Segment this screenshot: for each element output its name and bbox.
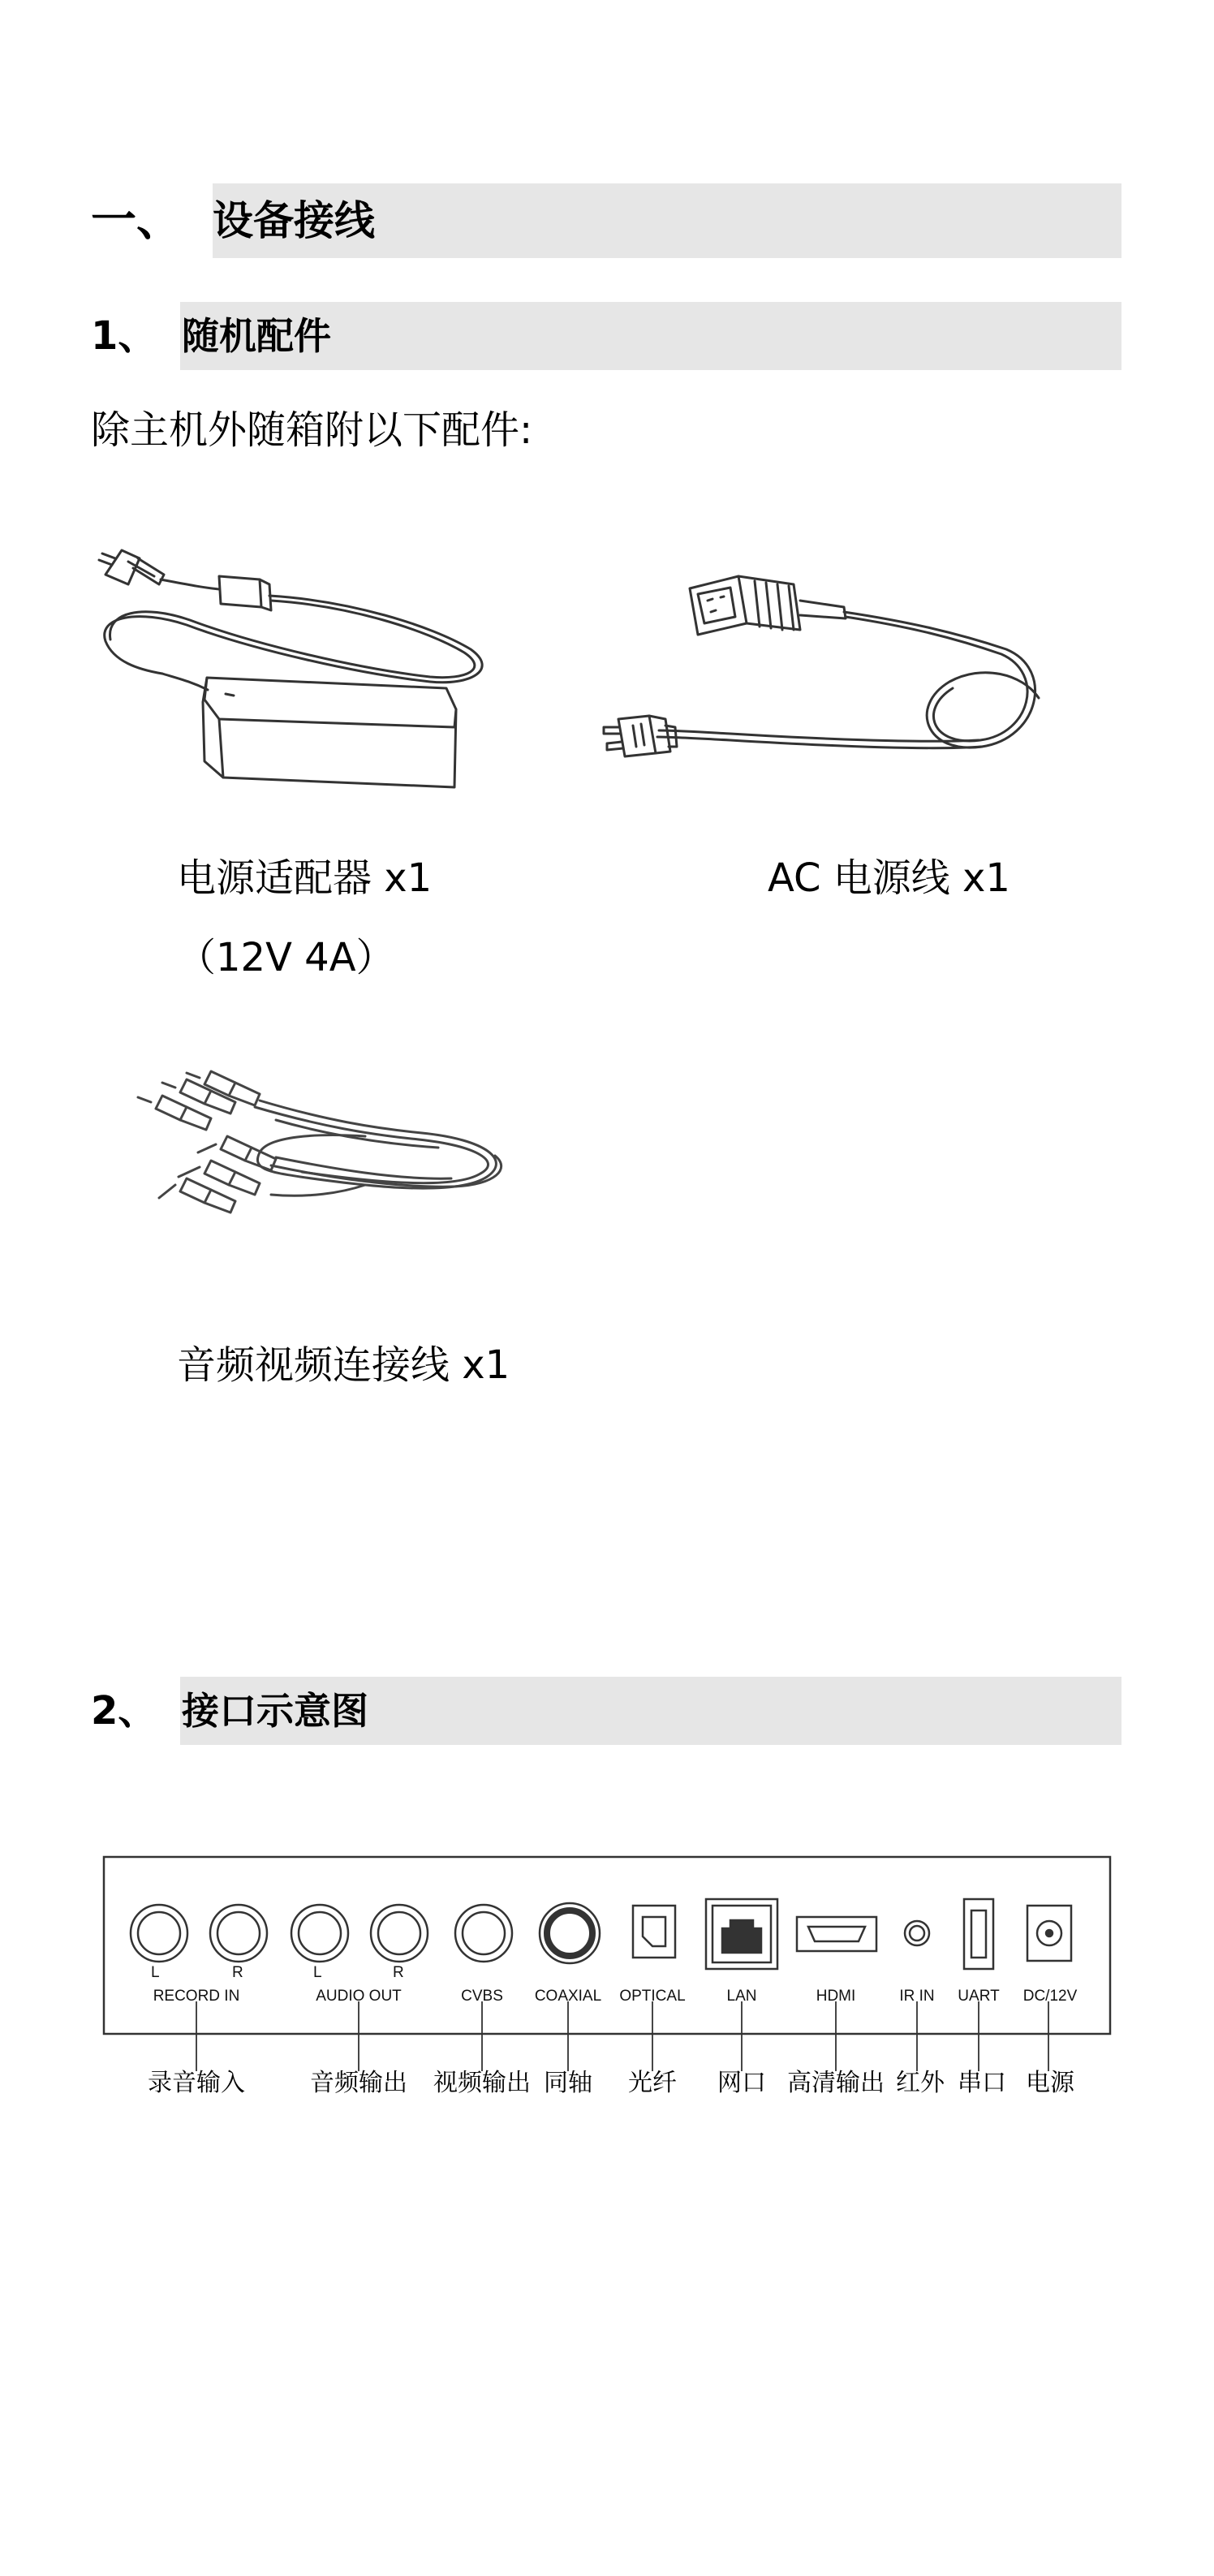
rca-jack bbox=[131, 1905, 187, 1962]
av-cable-image bbox=[130, 1055, 519, 1250]
port-label: OPTICAL bbox=[619, 1988, 686, 2005]
power-adapter-image bbox=[89, 528, 495, 803]
port-caption: 串口 bbox=[958, 2069, 1006, 2097]
optical-port bbox=[633, 1906, 675, 1958]
intro-text: 除主机外随箱附以下配件: bbox=[91, 407, 533, 453]
coaxial-jack bbox=[540, 1903, 600, 1963]
port-label: UART bbox=[958, 1988, 1000, 2005]
accessory-name: 音频视频连接线 x1 bbox=[177, 1342, 510, 1388]
subsection-number: 1、 bbox=[91, 313, 157, 359]
left-channel-label: L bbox=[313, 1964, 322, 1981]
port-caption: 网口 bbox=[717, 2069, 766, 2097]
lan-port bbox=[706, 1899, 777, 1969]
dc-power-jack bbox=[1027, 1906, 1071, 1961]
uart-port bbox=[964, 1899, 993, 1969]
port-caption: 电源 bbox=[1026, 2069, 1074, 2097]
port-label: LAN bbox=[726, 1988, 757, 2005]
right-channel-label: R bbox=[393, 1964, 404, 1981]
rca-jack bbox=[455, 1905, 512, 1962]
section-title: 设备接线 bbox=[213, 197, 375, 244]
accessory-name: AC 电源线 x1 bbox=[768, 855, 1010, 901]
port-caption: 同轴 bbox=[544, 2069, 592, 2097]
port-caption: 红外 bbox=[896, 2069, 945, 2097]
hdmi-port bbox=[797, 1917, 876, 1951]
accessory-name: 电源适配器 x1 bbox=[177, 855, 433, 901]
subsection-title: 接口示意图 bbox=[182, 1689, 368, 1733]
port-caption: 音频输出 bbox=[310, 2069, 407, 2097]
accessory-spec: （12V 4A） bbox=[177, 935, 395, 980]
section-number: 一、 bbox=[91, 194, 182, 247]
port-caption: 高清输出 bbox=[787, 2069, 885, 2097]
port-label: IR IN bbox=[899, 1988, 935, 2005]
left-channel-label: L bbox=[151, 1964, 160, 1981]
port-caption: 录音输入 bbox=[148, 2069, 245, 2097]
subsection-number: 2、 bbox=[91, 1688, 157, 1734]
port-label: CVBS bbox=[461, 1988, 503, 2005]
port-label: AUDIO OUT bbox=[316, 1988, 402, 2005]
port-label: DC/12V bbox=[1022, 1988, 1078, 2005]
rca-jack bbox=[210, 1905, 267, 1962]
port-label: HDMI bbox=[816, 1988, 856, 2005]
ac-power-cord-image bbox=[601, 528, 1055, 803]
interface-diagram bbox=[81, 1842, 1136, 2110]
rca-jack bbox=[291, 1905, 348, 1962]
right-channel-label: R bbox=[232, 1964, 243, 1981]
port-label: COAXIAL bbox=[534, 1988, 602, 2005]
port-caption: 光纤 bbox=[628, 2069, 677, 2097]
subsection-title: 随机配件 bbox=[182, 314, 331, 358]
rca-jack bbox=[371, 1905, 428, 1962]
port-caption: 视频输出 bbox=[433, 2069, 531, 2097]
port-label: RECORD IN bbox=[153, 1988, 240, 2005]
ir-in-port bbox=[905, 1921, 929, 1945]
